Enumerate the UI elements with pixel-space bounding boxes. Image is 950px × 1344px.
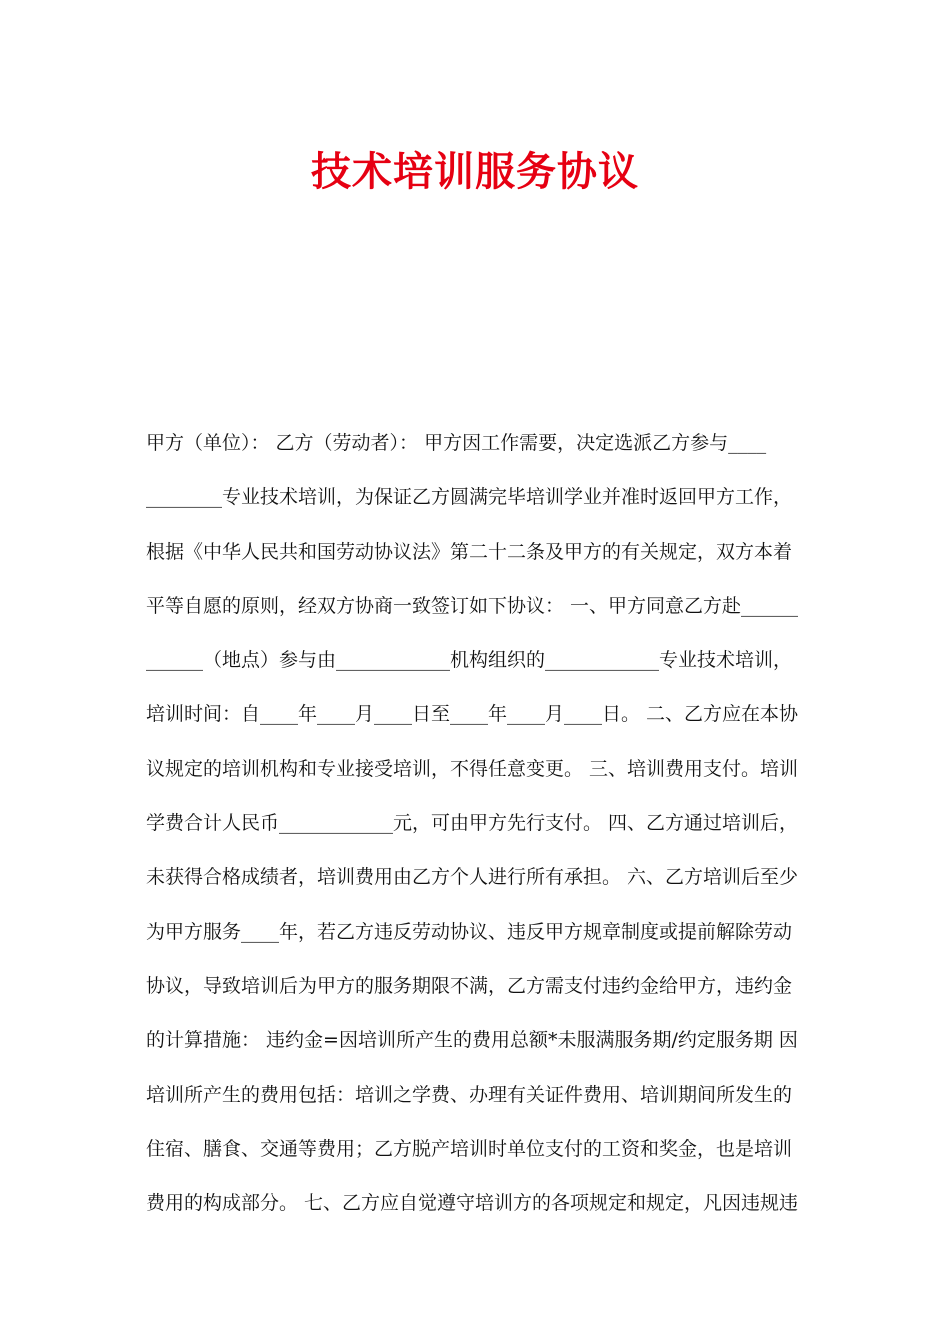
document-body — [146, 425, 808, 1239]
body-line: ________专业技术培训，为保证乙方圆满完毕培训学业并准时返回甲方工作， — [146, 486, 793, 509]
body-line: 的计算措施： 违约金=因培训所产生的费用总额*未服满服务期/约定服务期 因 — [146, 1029, 798, 1052]
body-line: 培训时间：自____年____月____日至____年____月____日。 二、乙方应在本协 — [146, 703, 799, 726]
body-line: ______（地点）参与由____________机构组织的____________专业技术培训， — [146, 649, 793, 672]
document-title: 技术培训服务协议 — [311, 149, 639, 195]
body-line: 甲方（单位）： 乙方（劳动者）： 甲方因工作需要，决定选派乙方参与____ — [146, 432, 767, 454]
body-line: 为甲方服务____年，若乙方违反劳动协议、违反甲方规章制度或提前解除劳动 — [146, 920, 793, 943]
body-line: 费用的构成部分。 七、乙方应自觉遵守培训方的各项规定和规定，凡因违规违 — [146, 1192, 799, 1215]
body-line: 根据《中华人民共和国劳动协议法》第二十二条及甲方的有关规定，双方本着 — [146, 540, 793, 563]
body-line: 协议，导致培训后为甲方的服务期限不满，乙方需支付违约金给甲方，违约金 — [146, 974, 793, 997]
body-line: 未获得合格成绩者，培训费用由乙方个人进行所有承担。 六、乙方培训后至少 — [146, 866, 799, 889]
body-line: 培训所产生的费用包括：培训之学费、办理有关证件费用、培训期间所发生的 — [146, 1083, 793, 1106]
body-line: 住宿、膳食、交通等费用；乙方脱产培训时单位支付的工资和奖金，也是培训 — [146, 1137, 793, 1160]
body-line: 平等自愿的原则，经双方协商一致签订如下协议： 一、甲方同意乙方赴______ — [146, 594, 799, 617]
body-line: 学费合计人民币____________元，可由甲方先行支付。 四、乙方通过培训后， — [146, 812, 799, 835]
body-line: 议规定的培训机构和专业接受培训，不得任意变更。 三、培训费用支付。培训 — [146, 757, 799, 780]
